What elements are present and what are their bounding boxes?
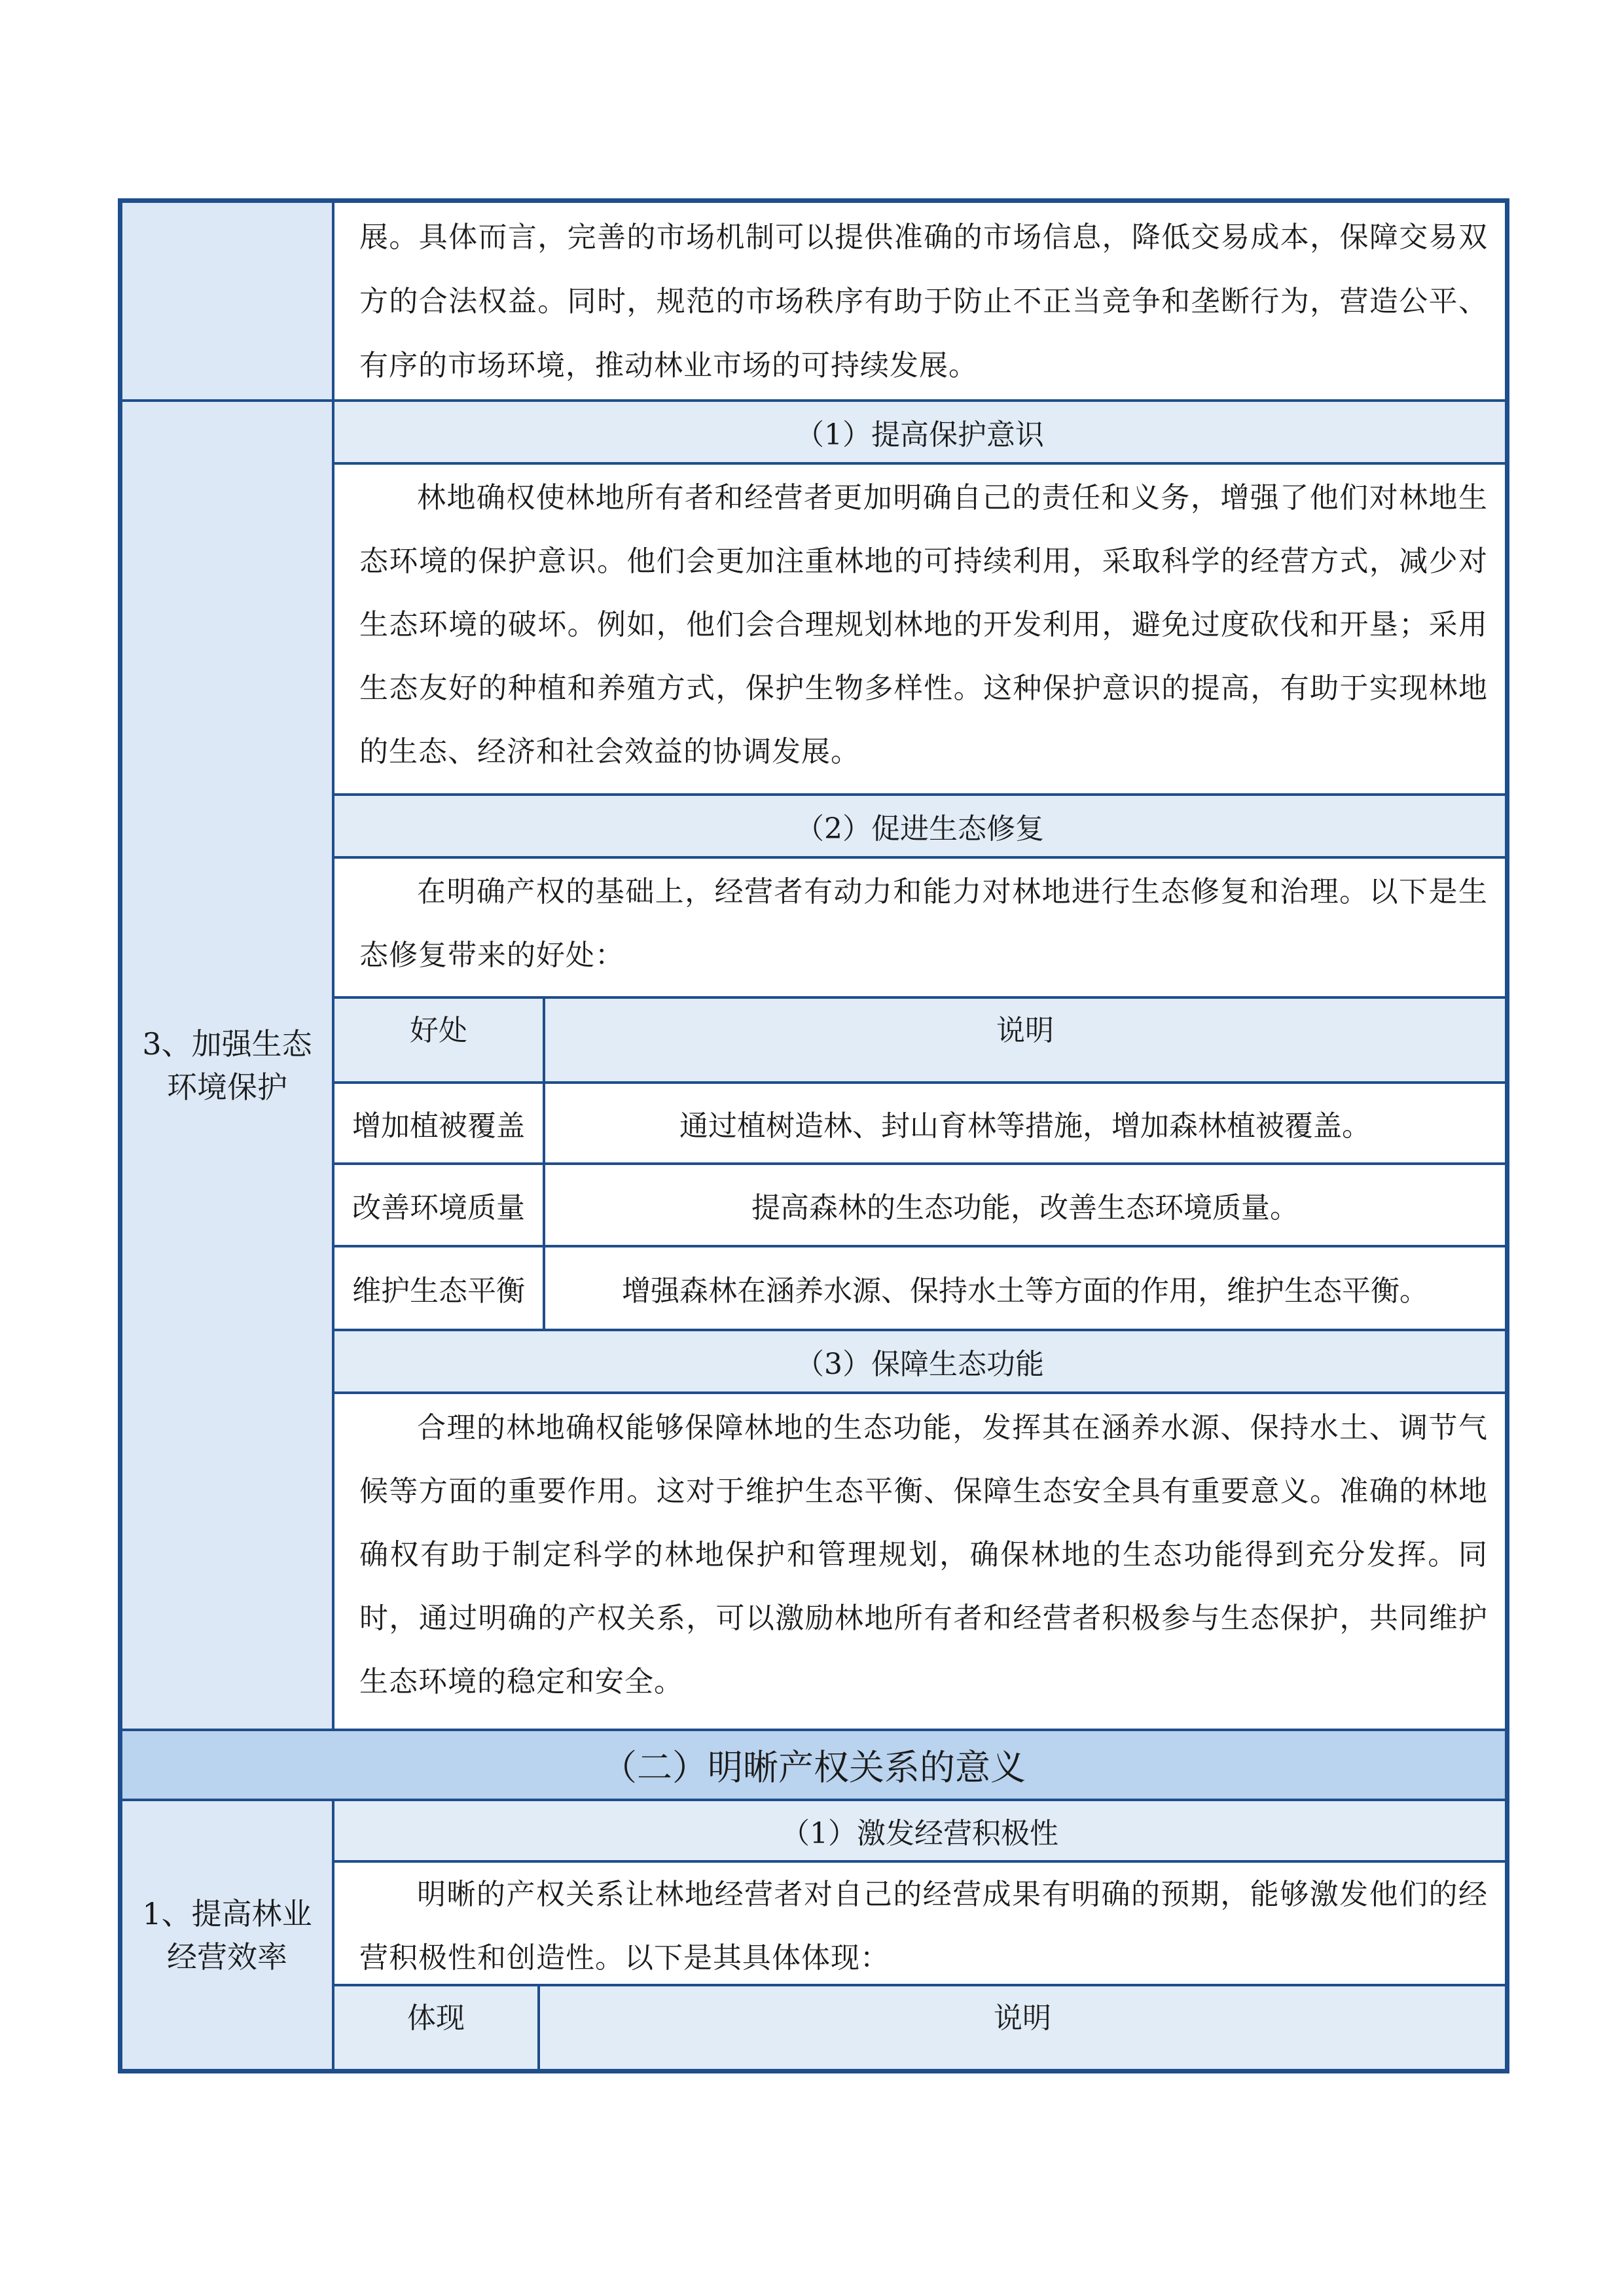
embodiment-header-description: 说明	[540, 1986, 1505, 2069]
divider-table-col-2	[537, 1986, 540, 2069]
divider-row	[122, 1799, 1505, 1801]
block3-sub2-paragraph: 在明确产权的基础上，经营者有动力和能力对林地进行生态修复和治理。以下是生态修复带来的好处：	[359, 875, 1488, 972]
benefits-row-1-description: 通过植树造林、封山育林等措施，增加森林植被覆盖。	[679, 1109, 1371, 1143]
divider-row	[334, 1984, 1505, 1986]
block3-sub2-heading: （2）促进生态修复	[334, 796, 1505, 856]
divider-table-col	[543, 999, 545, 1329]
benefits-row-3-benefit: 维护生态平衡	[352, 1274, 525, 1308]
benefits-header-benefit: 好处	[334, 999, 543, 1081]
divider-row	[334, 856, 1505, 859]
block3-label-text: 3、加强生态环境保护	[142, 1026, 312, 1105]
divider-row	[122, 399, 1505, 402]
benefits-row-2-description: 提高森林的生态功能，改善生态环境质量。	[751, 1191, 1299, 1225]
benefits-row-2-benefit: 改善环境质量	[352, 1191, 525, 1225]
content-table	[118, 198, 1509, 2073]
divider-row	[334, 996, 1505, 999]
divider-row	[334, 793, 1505, 796]
divider-row	[122, 1729, 1505, 1731]
divider-row	[334, 462, 1505, 465]
block3-sub3-heading: （3）保障生态功能	[334, 1331, 1505, 1391]
block1-label	[122, 1801, 332, 2069]
section2-title: （二）明晰产权关系的意义	[122, 1731, 1505, 1799]
block3-sub1-heading: （1）提高保护意识	[334, 402, 1505, 462]
block3-label	[122, 402, 332, 1729]
divider-row	[334, 1860, 1505, 1863]
divider-row	[334, 1162, 1505, 1165]
block1-label-text: 1、提高林业经营效率	[142, 1895, 312, 1975]
block1-sub1-paragraph: 明晰的产权关系让林地经营者对自己的经营成果有明确的预期，能够激发他们的经营积极性和创造性。以下是其具体体现：	[359, 1878, 1488, 1975]
block1-sub1-heading: （1）激发经营积极性	[334, 1801, 1505, 1860]
divider-row	[334, 1391, 1505, 1394]
benefits-row-1-benefit: 增加植被覆盖	[352, 1109, 525, 1143]
divider-row	[334, 1245, 1505, 1247]
block3-sub3-paragraph: 合理的林地确权能够保障林地的生态功能，发挥其在涵养水源、保持水土、调节气候等方面的重要作用。这对于维护生态平衡、保障生态安全具有重要意义。准确的林地确权有助于制定科学的林地保护和管理规划，确保林地的生态功能得到充分发挥。同时，通过明确的产权关系，可以激励林地所有者和经营者积极参与生态保护，共同维护生态环境的稳定和安全。	[359, 1411, 1488, 1698]
divider-row	[334, 1081, 1505, 1084]
benefits-row-3-description: 增强森林在涵养水源、保持水土等方面的作用，维护生态平衡。	[622, 1274, 1428, 1308]
benefits-header-description: 说明	[545, 999, 1505, 1081]
divider-left-column-2	[332, 1799, 334, 2069]
left-cell-continuation	[122, 203, 332, 399]
continuation-paragraph: 展。具体而言，完善的市场机制可以提供准确的市场信息，降低交易成本，保障交易双方的合法权益。同时，规范的市场秩序有助于防止不正当竞争和垄断行为，营造公平、有序的市场环境，推动林业市场的可持续发展。	[359, 221, 1488, 382]
embodiment-header-item: 体现	[334, 1986, 537, 2069]
divider-left-column	[332, 203, 334, 1731]
block3-sub1-paragraph: 林地确权使林地所有者和经营者更加明确自己的责任和义务，增强了他们对林地生态环境的保护意识。他们会更加注重林地的可持续利用，采取科学的经营方式，减少对生态环境的破坏。例如，他们会合理规划林地的开发利用，避免过度砍伐和开垦；采用生态友好的种植和养殖方式，保护生物多样性。这种保护意识的提高，有助于实现林地的生态、经济和社会效益的协调发展。	[359, 481, 1488, 768]
divider-row	[334, 1329, 1505, 1331]
